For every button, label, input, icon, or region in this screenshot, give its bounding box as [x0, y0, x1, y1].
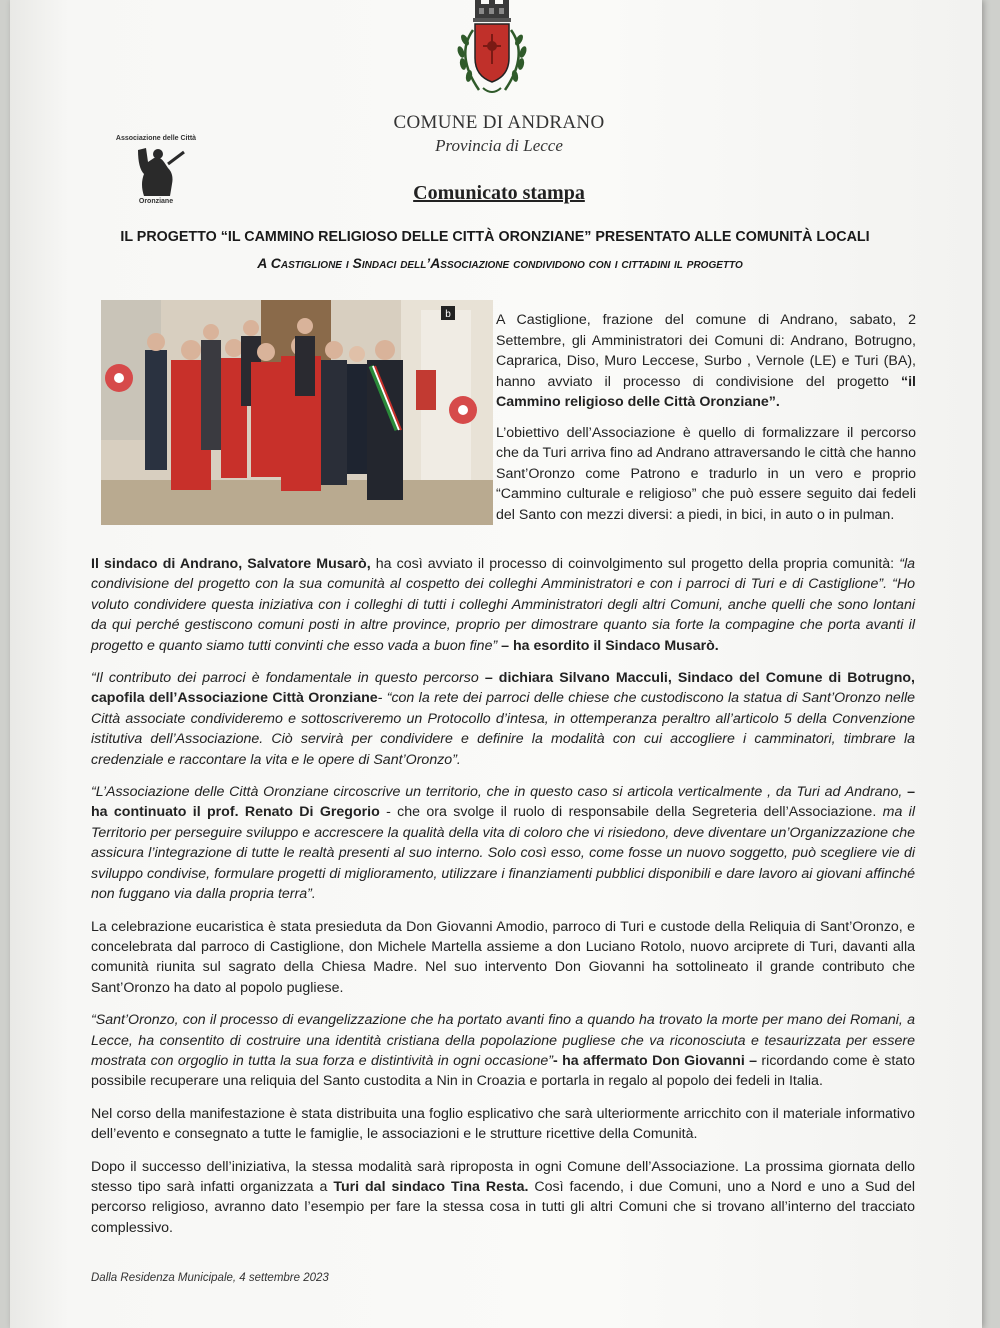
- association-logo-top-text: Associazione delle Città: [115, 135, 197, 142]
- provincia-subtitle: Provincia di Lecce: [435, 136, 563, 155]
- comune-title: COMUNE DI ANDRANO: [393, 112, 605, 133]
- intro-text: [496, 310, 916, 535]
- document-type-title: Comunicato stampa: [413, 182, 585, 204]
- paragraph-celebration: La celebrazione eucaristica è stata presieduta da Don Giovanni Amodio, parroco di Turi e custode della Reliquia di Sant’Oronzo, e concelebrata dal parroco di Castiglione, don Michele Martella assieme a don Luciano Rotolo, nuovo arciprete di Turi, davanti alla comunità riunita sul sagrato della Chiesa Madre. Nel suo intervento Don Giovanni ha sottolineato il grande contributo che Sant’Oronzo ha dato al popolo pugliese.: [91, 918, 915, 996]
- subheadline: A Castiglione i Sindaci dell’Associazione condividono con i cittadini il progetto: [257, 255, 743, 271]
- paragraph-musaro: Il sindaco di Andrano, Salvatore Musarò, ha così avviato il processo di coinvolgimento sul progetto della propria comunità: “la condivisione del progetto con la sua comunità al cospetto dei colleghi Amministratori e con i parroci di Turi e di Castiglione”. “Ho voluto condividere questa iniziativa con i colleghi di tutti i colleghi Amministratori degli altri Comuni, anche quelli che sono lontani da qui perché gestiscono comuni posti in altre province, proprio per dimostrare quanto sia forte la compagine che porta avanti il progetto e quanto siamo tutti convinti che esso vada a buon fine” – ha esordito il Sindaco Musarò.: [91, 556, 915, 654]
- paragraph-don-giovanni: “Sant’Oronzo, con il processo di evangelizzazione che ha portato avanti fino a quando ha trovato la morte per mano dei Romani, a Lecce, ha consentito di costruire una identità cristiana della popolazione pugliese che va riconosciuta e tesaurizzata per essere mostrata con orgoglio in tutta la sua forza e distintività in ogni occasione”- ha affermato Don Giovanni – ricordando come è stato possibile recuperare una reliquia del Santo custodita a Nin in Croazia e portarla in regalo al popolo dei fedeli in Italia.: [91, 1012, 915, 1090]
- intro-paragraph-2: L’obiettivo dell’Associazione è quello di formalizzare il percorso che da Turi arriva fino ad Andrano attraversando le città che hanno Sant’Oronzo come Patrono e tradurlo in un vero e proprio “Cammino culturale e religioso” che può essere seguito dai fedeli del Santo con mezzi diversi: a piedi, in bici, in auto o in pulman.: [496, 424, 916, 523]
- footer-date-line: Dalla Residenza Municipale, 4 settembre 2023: [91, 1272, 329, 1284]
- body-text: [91, 554, 915, 1250]
- photo-sign-letter: b: [445, 309, 451, 320]
- group-photo: [101, 300, 493, 525]
- paragraph-di-gregorio: “L’Associazione delle Città Oronziane circoscrive un territorio, che in questo caso si articola verticalmente , da Turi ad Andrano, – ha continuato il prof. Renato Di Gregorio - che ora svolge il ruolo di responsabile della Segreteria dell’Associazione. ma il Territorio per perseguire sviluppo e accrescere la qualità della vita di coloro che vi risiedono, deve diventare un’Organizzazione che assicura l’integrazione di tutte le realtà presenti al suo interno. Solo così esso, come fosse un nuovo soggetto, può scegliere vie di sviluppo condivise, formulare progetti di miglioramento, utilizzare i finanziamenti pubblici disponibili e dare lavoro ai giovani affinché non fuggano via dalla propria terra”.: [91, 784, 915, 903]
- paragraph-macculi: “Il contributo dei parroci è fondamentale in questo percorso – dichiara Silvano Macculi, Sindaco del Comune di Botrugno, capofila dell’Associazione Città Oronziane- “con la rete dei parroci delle chiese che custodiscono la statua di Sant’Oronzo nelle Città associate condivideremo e sottoscriveremo un Protocollo d’intesa, in ottemperanza peraltro all’articolo 5 della Convenzione istitutiva dell’Associazione. Ciò servirà per condividere e definire la modalità con cui accogliere i camminatori, timbrare la credenziale e raccontare la vita e le opere di Sant’Oronzo”.: [91, 670, 915, 768]
- paragraph-leaflet: Nel corso della manifestazione è stata distribuita una foglio esplicativo che sarà ulteriormente arricchito con il materiale informativo dell’evento e consegnato a tutte le famiglie, le associazioni e le strutture ricettive della Comunità.: [91, 1105, 915, 1143]
- association-logo-bottom-text: Oronziane: [138, 198, 174, 205]
- paragraph-next-event: Dopo il successo dell’iniziativa, la stessa modalità sarà riproposta in ogni Comune dell’Associazione. La prossima giornata dello stesso tipo sarà infatti organizzata a Turi dal sindaco Tina Resta. Così facendo, i due Comuni, uno a Nord e uno a Sud del percorso religioso, avranno dato l’esempio per fare la stessa cosa in tutti gli altri Comuni che si trovano all’interno del tracciato complessivo.: [91, 1158, 915, 1236]
- intro-paragraph-1: A Castiglione, frazione del comune di Andrano, sabato, 2 Settembre, gli Amministratori dei Comuni di: Andrano, Botrugno, Caprarica, Diso, Muro Leccese, Surbo , Vernole (LE) e Turi (BA), hanno avviato il processo di condivisione del progetto “il Cammino religioso delle Città Oronziane”.: [496, 312, 916, 410]
- saint-silhouette-icon: [124, 144, 188, 198]
- association-logo: [104, 132, 208, 210]
- comune-crest-logo: [445, 0, 537, 100]
- headline: IL PROGETTO “IL CAMMINO RELIGIOSO DELLE CITTÀ ORONZIANE” PRESENTATO ALLE COMUNITÀ LOCALI: [120, 229, 870, 245]
